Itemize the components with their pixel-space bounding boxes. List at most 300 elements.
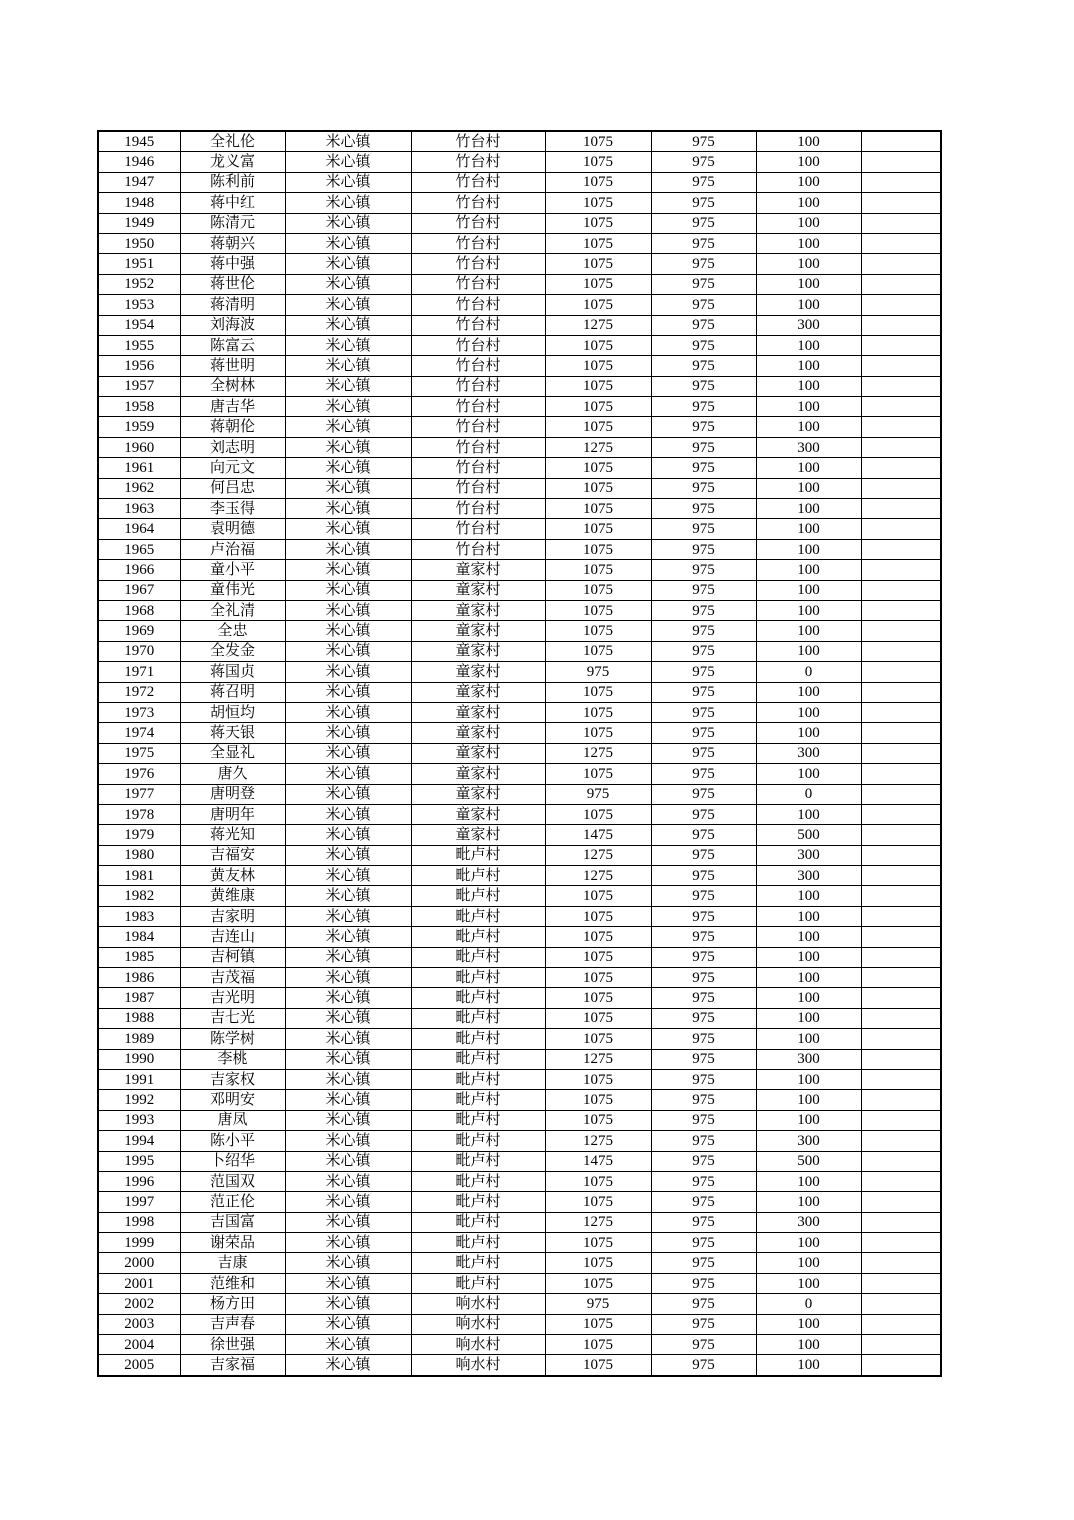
name-cell: 吉声春 bbox=[180, 1314, 285, 1334]
note-cell bbox=[861, 458, 941, 478]
total-cell: 1075 bbox=[545, 1355, 651, 1376]
note-cell bbox=[861, 1314, 941, 1334]
base-cell: 975 bbox=[651, 1131, 756, 1151]
seq-cell: 1969 bbox=[98, 621, 180, 641]
town-cell: 米心镇 bbox=[285, 233, 411, 253]
note-cell bbox=[861, 1192, 941, 1212]
note-cell bbox=[861, 1253, 941, 1273]
village-cell: 童家村 bbox=[411, 580, 545, 600]
name-cell: 蒋朝兴 bbox=[180, 233, 285, 253]
seq-cell: 1961 bbox=[98, 458, 180, 478]
total-cell: 1075 bbox=[545, 539, 651, 559]
total-cell: 1075 bbox=[545, 458, 651, 478]
total-cell: 1075 bbox=[545, 1192, 651, 1212]
diff-cell: 300 bbox=[756, 1131, 861, 1151]
village-cell: 毗卢村 bbox=[411, 1131, 545, 1151]
seq-cell: 1982 bbox=[98, 886, 180, 906]
village-cell: 竹台村 bbox=[411, 376, 545, 396]
name-cell: 陈清元 bbox=[180, 213, 285, 233]
note-cell bbox=[861, 702, 941, 722]
name-cell: 全树林 bbox=[180, 376, 285, 396]
name-cell: 吉康 bbox=[180, 1253, 285, 1273]
diff-cell: 300 bbox=[756, 1049, 861, 1069]
note-cell bbox=[861, 131, 941, 152]
total-cell: 1075 bbox=[545, 1008, 651, 1028]
name-cell: 蒋中强 bbox=[180, 254, 285, 274]
village-cell: 竹台村 bbox=[411, 193, 545, 213]
seq-cell: 1965 bbox=[98, 539, 180, 559]
total-cell: 1075 bbox=[545, 213, 651, 233]
total-cell: 1075 bbox=[545, 947, 651, 967]
name-cell: 全忠 bbox=[180, 621, 285, 641]
total-cell: 1075 bbox=[545, 1090, 651, 1110]
town-cell: 米心镇 bbox=[285, 1233, 411, 1253]
seq-cell: 1954 bbox=[98, 315, 180, 335]
note-cell bbox=[861, 213, 941, 233]
table-row bbox=[98, 1314, 941, 1334]
seq-cell: 1984 bbox=[98, 927, 180, 947]
seq-cell: 1988 bbox=[98, 1008, 180, 1028]
town-cell: 米心镇 bbox=[285, 1131, 411, 1151]
diff-cell: 500 bbox=[756, 1151, 861, 1171]
name-cell: 唐吉华 bbox=[180, 397, 285, 417]
table-row bbox=[98, 621, 941, 641]
seq-cell: 1967 bbox=[98, 580, 180, 600]
name-cell: 全礼清 bbox=[180, 600, 285, 620]
village-cell: 竹台村 bbox=[411, 519, 545, 539]
total-cell: 1075 bbox=[545, 723, 651, 743]
diff-cell: 0 bbox=[756, 662, 861, 682]
total-cell: 1075 bbox=[545, 927, 651, 947]
seq-cell: 1974 bbox=[98, 723, 180, 743]
village-cell: 毗卢村 bbox=[411, 1029, 545, 1049]
name-cell: 吉家福 bbox=[180, 1355, 285, 1376]
base-cell: 975 bbox=[651, 539, 756, 559]
table-row bbox=[98, 172, 941, 192]
total-cell: 1075 bbox=[545, 397, 651, 417]
base-cell: 975 bbox=[651, 947, 756, 967]
name-cell: 唐久 bbox=[180, 764, 285, 784]
base-cell: 975 bbox=[651, 825, 756, 845]
village-cell: 竹台村 bbox=[411, 254, 545, 274]
diff-cell: 100 bbox=[756, 600, 861, 620]
village-cell: 竹台村 bbox=[411, 315, 545, 335]
total-cell: 1275 bbox=[545, 1049, 651, 1069]
village-cell: 竹台村 bbox=[411, 152, 545, 172]
village-cell: 毗卢村 bbox=[411, 927, 545, 947]
diff-cell: 300 bbox=[756, 315, 861, 335]
seq-cell: 1992 bbox=[98, 1090, 180, 1110]
diff-cell: 0 bbox=[756, 784, 861, 804]
table-row bbox=[98, 968, 941, 988]
town-cell: 米心镇 bbox=[285, 1355, 411, 1376]
village-cell: 竹台村 bbox=[411, 417, 545, 437]
note-cell bbox=[861, 988, 941, 1008]
total-cell: 1075 bbox=[545, 906, 651, 926]
diff-cell: 100 bbox=[756, 1355, 861, 1376]
town-cell: 米心镇 bbox=[285, 1212, 411, 1232]
village-cell: 响水村 bbox=[411, 1294, 545, 1314]
table-row bbox=[98, 376, 941, 396]
town-cell: 米心镇 bbox=[285, 152, 411, 172]
note-cell bbox=[861, 825, 941, 845]
diff-cell: 100 bbox=[756, 1253, 861, 1273]
town-cell: 米心镇 bbox=[285, 478, 411, 498]
total-cell: 1075 bbox=[545, 764, 651, 784]
village-cell: 童家村 bbox=[411, 804, 545, 824]
base-cell: 975 bbox=[651, 866, 756, 886]
total-cell: 1075 bbox=[545, 1273, 651, 1293]
seq-cell: 1947 bbox=[98, 172, 180, 192]
total-cell: 1075 bbox=[545, 335, 651, 355]
table-row bbox=[98, 947, 941, 967]
village-cell: 竹台村 bbox=[411, 274, 545, 294]
base-cell: 975 bbox=[651, 295, 756, 315]
note-cell bbox=[861, 580, 941, 600]
note-cell bbox=[861, 682, 941, 702]
base-cell: 975 bbox=[651, 1090, 756, 1110]
note-cell bbox=[861, 1131, 941, 1151]
note-cell bbox=[861, 1029, 941, 1049]
town-cell: 米心镇 bbox=[285, 1273, 411, 1293]
total-cell: 1075 bbox=[545, 233, 651, 253]
seq-cell: 1980 bbox=[98, 845, 180, 865]
table-row bbox=[98, 1192, 941, 1212]
diff-cell: 100 bbox=[756, 764, 861, 784]
table-row bbox=[98, 723, 941, 743]
seq-cell: 1978 bbox=[98, 804, 180, 824]
seq-cell: 1949 bbox=[98, 213, 180, 233]
town-cell: 米心镇 bbox=[285, 397, 411, 417]
town-cell: 米心镇 bbox=[285, 560, 411, 580]
note-cell bbox=[861, 437, 941, 457]
table-row bbox=[98, 906, 941, 926]
base-cell: 975 bbox=[651, 315, 756, 335]
table-row bbox=[98, 335, 941, 355]
name-cell: 吉茂福 bbox=[180, 968, 285, 988]
base-cell: 975 bbox=[651, 233, 756, 253]
total-cell: 975 bbox=[545, 784, 651, 804]
village-cell: 竹台村 bbox=[411, 539, 545, 559]
village-cell: 毗卢村 bbox=[411, 1069, 545, 1089]
town-cell: 米心镇 bbox=[285, 1314, 411, 1334]
diff-cell: 100 bbox=[756, 397, 861, 417]
base-cell: 975 bbox=[651, 1253, 756, 1273]
town-cell: 米心镇 bbox=[285, 193, 411, 213]
town-cell: 米心镇 bbox=[285, 213, 411, 233]
diff-cell: 100 bbox=[756, 172, 861, 192]
table-row bbox=[98, 743, 941, 763]
name-cell: 范国双 bbox=[180, 1171, 285, 1191]
table-row bbox=[98, 1273, 941, 1293]
base-cell: 975 bbox=[651, 662, 756, 682]
table-row bbox=[98, 988, 941, 1008]
base-cell: 975 bbox=[651, 417, 756, 437]
town-cell: 米心镇 bbox=[285, 539, 411, 559]
name-cell: 蒋朝伦 bbox=[180, 417, 285, 437]
seq-cell: 1971 bbox=[98, 662, 180, 682]
town-cell: 米心镇 bbox=[285, 580, 411, 600]
total-cell: 975 bbox=[545, 1294, 651, 1314]
base-cell: 975 bbox=[651, 397, 756, 417]
seq-cell: 1963 bbox=[98, 499, 180, 519]
base-cell: 975 bbox=[651, 968, 756, 988]
table-row bbox=[98, 600, 941, 620]
diff-cell: 100 bbox=[756, 927, 861, 947]
diff-cell: 100 bbox=[756, 968, 861, 988]
name-cell: 陈学树 bbox=[180, 1029, 285, 1049]
table-row bbox=[98, 1029, 941, 1049]
total-cell: 1075 bbox=[545, 621, 651, 641]
town-cell: 米心镇 bbox=[285, 784, 411, 804]
note-cell bbox=[861, 1008, 941, 1028]
base-cell: 975 bbox=[651, 274, 756, 294]
diff-cell: 100 bbox=[756, 519, 861, 539]
total-cell: 1075 bbox=[545, 152, 651, 172]
town-cell: 米心镇 bbox=[285, 927, 411, 947]
note-cell bbox=[861, 519, 941, 539]
name-cell: 袁明德 bbox=[180, 519, 285, 539]
name-cell: 陈小平 bbox=[180, 1131, 285, 1151]
town-cell: 米心镇 bbox=[285, 1008, 411, 1028]
town-cell: 米心镇 bbox=[285, 376, 411, 396]
name-cell: 吉柯镇 bbox=[180, 947, 285, 967]
village-cell: 竹台村 bbox=[411, 356, 545, 376]
name-cell: 谢荣品 bbox=[180, 1233, 285, 1253]
seq-cell: 1955 bbox=[98, 335, 180, 355]
seq-cell: 2004 bbox=[98, 1335, 180, 1355]
total-cell: 1075 bbox=[545, 702, 651, 722]
diff-cell: 100 bbox=[756, 1171, 861, 1191]
name-cell: 吉连山 bbox=[180, 927, 285, 947]
table-row bbox=[98, 295, 941, 315]
name-cell: 全发金 bbox=[180, 641, 285, 661]
note-cell bbox=[861, 274, 941, 294]
table-row bbox=[98, 866, 941, 886]
note-cell bbox=[861, 866, 941, 886]
table-row bbox=[98, 437, 941, 457]
town-cell: 米心镇 bbox=[285, 968, 411, 988]
total-cell: 1275 bbox=[545, 866, 651, 886]
seq-cell: 1995 bbox=[98, 1151, 180, 1171]
seq-cell: 1950 bbox=[98, 233, 180, 253]
seq-cell: 1953 bbox=[98, 295, 180, 315]
name-cell: 吉福安 bbox=[180, 845, 285, 865]
seq-cell: 1986 bbox=[98, 968, 180, 988]
diff-cell: 300 bbox=[756, 866, 861, 886]
base-cell: 975 bbox=[651, 804, 756, 824]
diff-cell: 100 bbox=[756, 356, 861, 376]
name-cell: 全礼伦 bbox=[180, 131, 285, 152]
table-row bbox=[98, 1335, 941, 1355]
note-cell bbox=[861, 1069, 941, 1089]
village-cell: 童家村 bbox=[411, 560, 545, 580]
town-cell: 米心镇 bbox=[285, 417, 411, 437]
name-cell: 蒋世伦 bbox=[180, 274, 285, 294]
seq-cell: 1945 bbox=[98, 131, 180, 152]
seq-cell: 1964 bbox=[98, 519, 180, 539]
base-cell: 975 bbox=[651, 1192, 756, 1212]
base-cell: 975 bbox=[651, 1049, 756, 1069]
village-cell: 竹台村 bbox=[411, 437, 545, 457]
seq-cell: 1976 bbox=[98, 764, 180, 784]
village-cell: 竹台村 bbox=[411, 295, 545, 315]
note-cell bbox=[861, 539, 941, 559]
name-cell: 邓明安 bbox=[180, 1090, 285, 1110]
town-cell: 米心镇 bbox=[285, 988, 411, 1008]
table-row bbox=[98, 233, 941, 253]
seq-cell: 1981 bbox=[98, 866, 180, 886]
base-cell: 975 bbox=[651, 743, 756, 763]
seq-cell: 1962 bbox=[98, 478, 180, 498]
village-cell: 毗卢村 bbox=[411, 845, 545, 865]
total-cell: 1075 bbox=[545, 580, 651, 600]
note-cell bbox=[861, 397, 941, 417]
base-cell: 975 bbox=[651, 600, 756, 620]
name-cell: 唐明登 bbox=[180, 784, 285, 804]
diff-cell: 100 bbox=[756, 723, 861, 743]
seq-cell: 1997 bbox=[98, 1192, 180, 1212]
village-cell: 竹台村 bbox=[411, 172, 545, 192]
seq-cell: 1960 bbox=[98, 437, 180, 457]
note-cell bbox=[861, 560, 941, 580]
base-cell: 975 bbox=[651, 458, 756, 478]
name-cell: 黄友林 bbox=[180, 866, 285, 886]
base-cell: 975 bbox=[651, 254, 756, 274]
seq-cell: 1966 bbox=[98, 560, 180, 580]
name-cell: 吉七光 bbox=[180, 1008, 285, 1028]
total-cell: 1075 bbox=[545, 499, 651, 519]
note-cell bbox=[861, 376, 941, 396]
total-cell: 1075 bbox=[545, 1171, 651, 1191]
total-cell: 1075 bbox=[545, 1110, 651, 1130]
diff-cell: 100 bbox=[756, 376, 861, 396]
seq-cell: 1968 bbox=[98, 600, 180, 620]
diff-cell: 300 bbox=[756, 1212, 861, 1232]
table-row bbox=[98, 152, 941, 172]
town-cell: 米心镇 bbox=[285, 1069, 411, 1089]
base-cell: 975 bbox=[651, 927, 756, 947]
note-cell bbox=[861, 1335, 941, 1355]
town-cell: 米心镇 bbox=[285, 499, 411, 519]
note-cell bbox=[861, 723, 941, 743]
note-cell bbox=[861, 1110, 941, 1130]
diff-cell: 100 bbox=[756, 478, 861, 498]
note-cell bbox=[861, 743, 941, 763]
town-cell: 米心镇 bbox=[285, 1253, 411, 1273]
name-cell: 向元文 bbox=[180, 458, 285, 478]
town-cell: 米心镇 bbox=[285, 886, 411, 906]
town-cell: 米心镇 bbox=[285, 682, 411, 702]
note-cell bbox=[861, 172, 941, 192]
total-cell: 1075 bbox=[545, 478, 651, 498]
note-cell bbox=[861, 1294, 941, 1314]
total-cell: 1075 bbox=[545, 968, 651, 988]
village-cell: 毗卢村 bbox=[411, 1192, 545, 1212]
diff-cell: 100 bbox=[756, 906, 861, 926]
base-cell: 975 bbox=[651, 131, 756, 152]
village-cell: 童家村 bbox=[411, 702, 545, 722]
town-cell: 米心镇 bbox=[285, 600, 411, 620]
name-cell: 童小平 bbox=[180, 560, 285, 580]
name-cell: 陈富云 bbox=[180, 335, 285, 355]
diff-cell: 100 bbox=[756, 254, 861, 274]
name-cell: 龙义富 bbox=[180, 152, 285, 172]
seq-cell: 1951 bbox=[98, 254, 180, 274]
village-cell: 竹台村 bbox=[411, 233, 545, 253]
diff-cell: 300 bbox=[756, 437, 861, 457]
village-cell: 毗卢村 bbox=[411, 906, 545, 926]
seq-cell: 2002 bbox=[98, 1294, 180, 1314]
diff-cell: 100 bbox=[756, 458, 861, 478]
total-cell: 1075 bbox=[545, 988, 651, 1008]
diff-cell: 500 bbox=[756, 825, 861, 845]
note-cell bbox=[861, 886, 941, 906]
diff-cell: 100 bbox=[756, 1335, 861, 1355]
base-cell: 975 bbox=[651, 152, 756, 172]
base-cell: 975 bbox=[651, 1335, 756, 1355]
town-cell: 米心镇 bbox=[285, 172, 411, 192]
table-row bbox=[98, 1049, 941, 1069]
diff-cell: 300 bbox=[756, 845, 861, 865]
seq-cell: 1973 bbox=[98, 702, 180, 722]
table-row bbox=[98, 560, 941, 580]
note-cell bbox=[861, 417, 941, 437]
note-cell bbox=[861, 784, 941, 804]
total-cell: 1275 bbox=[545, 437, 651, 457]
table-row bbox=[98, 131, 941, 152]
table-row bbox=[98, 1090, 941, 1110]
table-row bbox=[98, 499, 941, 519]
name-cell: 徐世强 bbox=[180, 1335, 285, 1355]
note-cell bbox=[861, 600, 941, 620]
table-row bbox=[98, 397, 941, 417]
seq-cell: 1952 bbox=[98, 274, 180, 294]
diff-cell: 100 bbox=[756, 1008, 861, 1028]
seq-cell: 1987 bbox=[98, 988, 180, 1008]
seq-cell: 1991 bbox=[98, 1069, 180, 1089]
name-cell: 吉光明 bbox=[180, 988, 285, 1008]
village-cell: 童家村 bbox=[411, 743, 545, 763]
name-cell: 蒋国贞 bbox=[180, 662, 285, 682]
total-cell: 1075 bbox=[545, 1233, 651, 1253]
base-cell: 975 bbox=[651, 213, 756, 233]
note-cell bbox=[861, 845, 941, 865]
base-cell: 975 bbox=[651, 193, 756, 213]
total-cell: 1075 bbox=[545, 193, 651, 213]
base-cell: 975 bbox=[651, 723, 756, 743]
town-cell: 米心镇 bbox=[285, 1090, 411, 1110]
base-cell: 975 bbox=[651, 621, 756, 641]
name-cell: 李玉得 bbox=[180, 499, 285, 519]
name-cell: 刘志明 bbox=[180, 437, 285, 457]
total-cell: 1075 bbox=[545, 1069, 651, 1089]
seq-cell: 1993 bbox=[98, 1110, 180, 1130]
village-cell: 毗卢村 bbox=[411, 1110, 545, 1130]
town-cell: 米心镇 bbox=[285, 1110, 411, 1130]
village-cell: 毗卢村 bbox=[411, 947, 545, 967]
note-cell bbox=[861, 1049, 941, 1069]
town-cell: 米心镇 bbox=[285, 621, 411, 641]
village-cell: 竹台村 bbox=[411, 213, 545, 233]
total-cell: 1075 bbox=[545, 600, 651, 620]
base-cell: 975 bbox=[651, 1151, 756, 1171]
town-cell: 米心镇 bbox=[285, 866, 411, 886]
base-cell: 975 bbox=[651, 764, 756, 784]
base-cell: 975 bbox=[651, 1314, 756, 1334]
total-cell: 1075 bbox=[545, 886, 651, 906]
table-row bbox=[98, 845, 941, 865]
